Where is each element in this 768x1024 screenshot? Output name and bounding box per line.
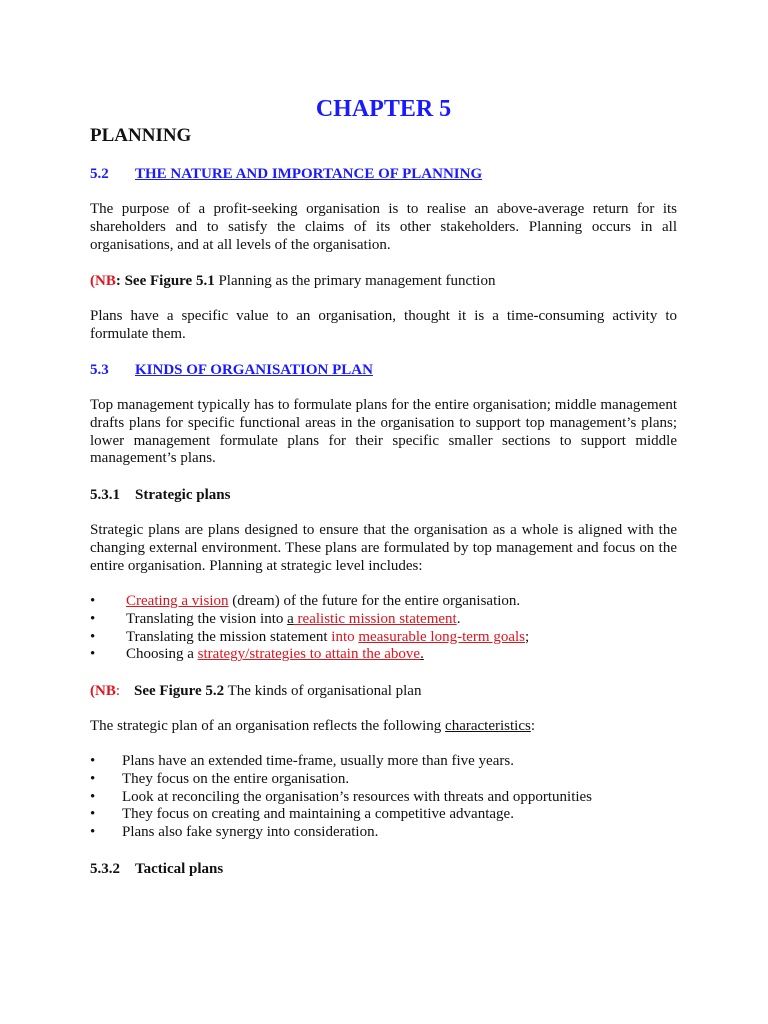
figure-ref: See Figure 5.2 <box>134 683 225 699</box>
list-item: • They focus on creating and maintaining a competitive advantage. <box>90 806 514 823</box>
bullet-icon: • <box>90 593 96 609</box>
bullet-icon: • <box>90 628 96 645</box>
list-item: • Translating the vision into a realistic mission statement. <box>90 610 461 627</box>
list-item: • Translating the mission statement into measurable long-term goals; <box>90 628 530 645</box>
section-heading-5-2 <box>90 165 482 183</box>
bullet-icon: • <box>90 788 96 805</box>
nb-note-figure-5-1 <box>90 272 495 290</box>
list-item: • Plans also fake synergy into consideration. <box>90 824 379 841</box>
characteristics-list <box>90 753 592 842</box>
list-item: • Creating a vision (dream) of the future for the entire organisation. <box>90 593 521 609</box>
bullet-icon: • <box>90 753 96 769</box>
paragraph-strategic-plans: Strategic plans are plans designed to ensure that the organisation as a whole is aligned with the changing external environment. These plans are formulated by top management and focus on the entire organisation. Planning at strategic level includes: <box>90 522 677 574</box>
paragraph-top-management: Top management typically has to formulate plans for the entire organisation; middle management drafts plans for specific functional areas in the organisation to support top management’s plans; lower management formulate plans for their specific smaller sections to support middle management’s plans. <box>90 397 677 467</box>
subsection-number: 5.3.1 <box>90 487 120 503</box>
page-heading: PLANNING <box>90 125 192 146</box>
subsection-heading-5-3-2 <box>90 860 223 878</box>
bullet-icon: • <box>90 770 96 787</box>
figure-caption: Planning as the primary management function <box>214 273 496 289</box>
nb-open: ( <box>90 273 95 289</box>
chapter-title: CHAPTER 5 <box>315 96 452 122</box>
nb-label: NB <box>95 273 116 289</box>
section-number: 5.3 <box>90 362 109 378</box>
subsection-title: Strategic plans <box>135 487 231 503</box>
nb-colon: : <box>115 683 121 699</box>
subsection-title: Tactical plans <box>135 861 224 877</box>
bullet-icon: • <box>90 646 96 663</box>
paragraph-purpose: The purpose of a profit-seeking organisation is to realise an above-average return for its shareholders and to satisfy the claims of its other stakeholders. Planning occurs in all organisations, and at all levels of the organisation. <box>90 201 677 253</box>
paragraph-plans-value: Plans have a specific value to an organisation, thought it is a time-consuming activity to formulate them. <box>90 308 677 342</box>
figure-ref: See Figure 5.1 <box>120 273 215 289</box>
section-title: THE NATURE AND IMPORTANCE OF PLANNING <box>135 166 483 182</box>
list-item: • They focus on the entire organisation. <box>90 770 350 787</box>
section-title: KINDS OF ORGANISATION PLAN <box>135 362 373 378</box>
strategic-level-list <box>90 593 529 664</box>
characteristics-intro: The strategic plan of an organisation reflects the following characteristics: <box>90 718 535 734</box>
nb-colon: : <box>115 273 121 289</box>
nb-label: NB <box>95 683 116 699</box>
subsection-heading-5-3-1 <box>90 486 230 504</box>
nb-note-figure-5-2 <box>90 682 421 700</box>
list-item: • Choosing a strategy/strategies to attain the above. <box>90 646 424 663</box>
section-number: 5.2 <box>90 166 109 182</box>
figure-caption: The kinds of organisational plan <box>224 683 422 699</box>
list-item: • Plans have an extended time-frame, usually more than five years. <box>90 753 514 769</box>
bullet-icon: • <box>90 610 96 627</box>
list-item: • Look at reconciling the organisation’s resources with threats and opportunities <box>90 788 593 805</box>
bullet-icon: • <box>90 806 96 823</box>
bullet-icon: • <box>90 824 96 841</box>
subsection-number: 5.3.2 <box>90 861 120 877</box>
section-heading-5-3 <box>90 361 373 379</box>
nb-open: ( <box>90 683 95 699</box>
